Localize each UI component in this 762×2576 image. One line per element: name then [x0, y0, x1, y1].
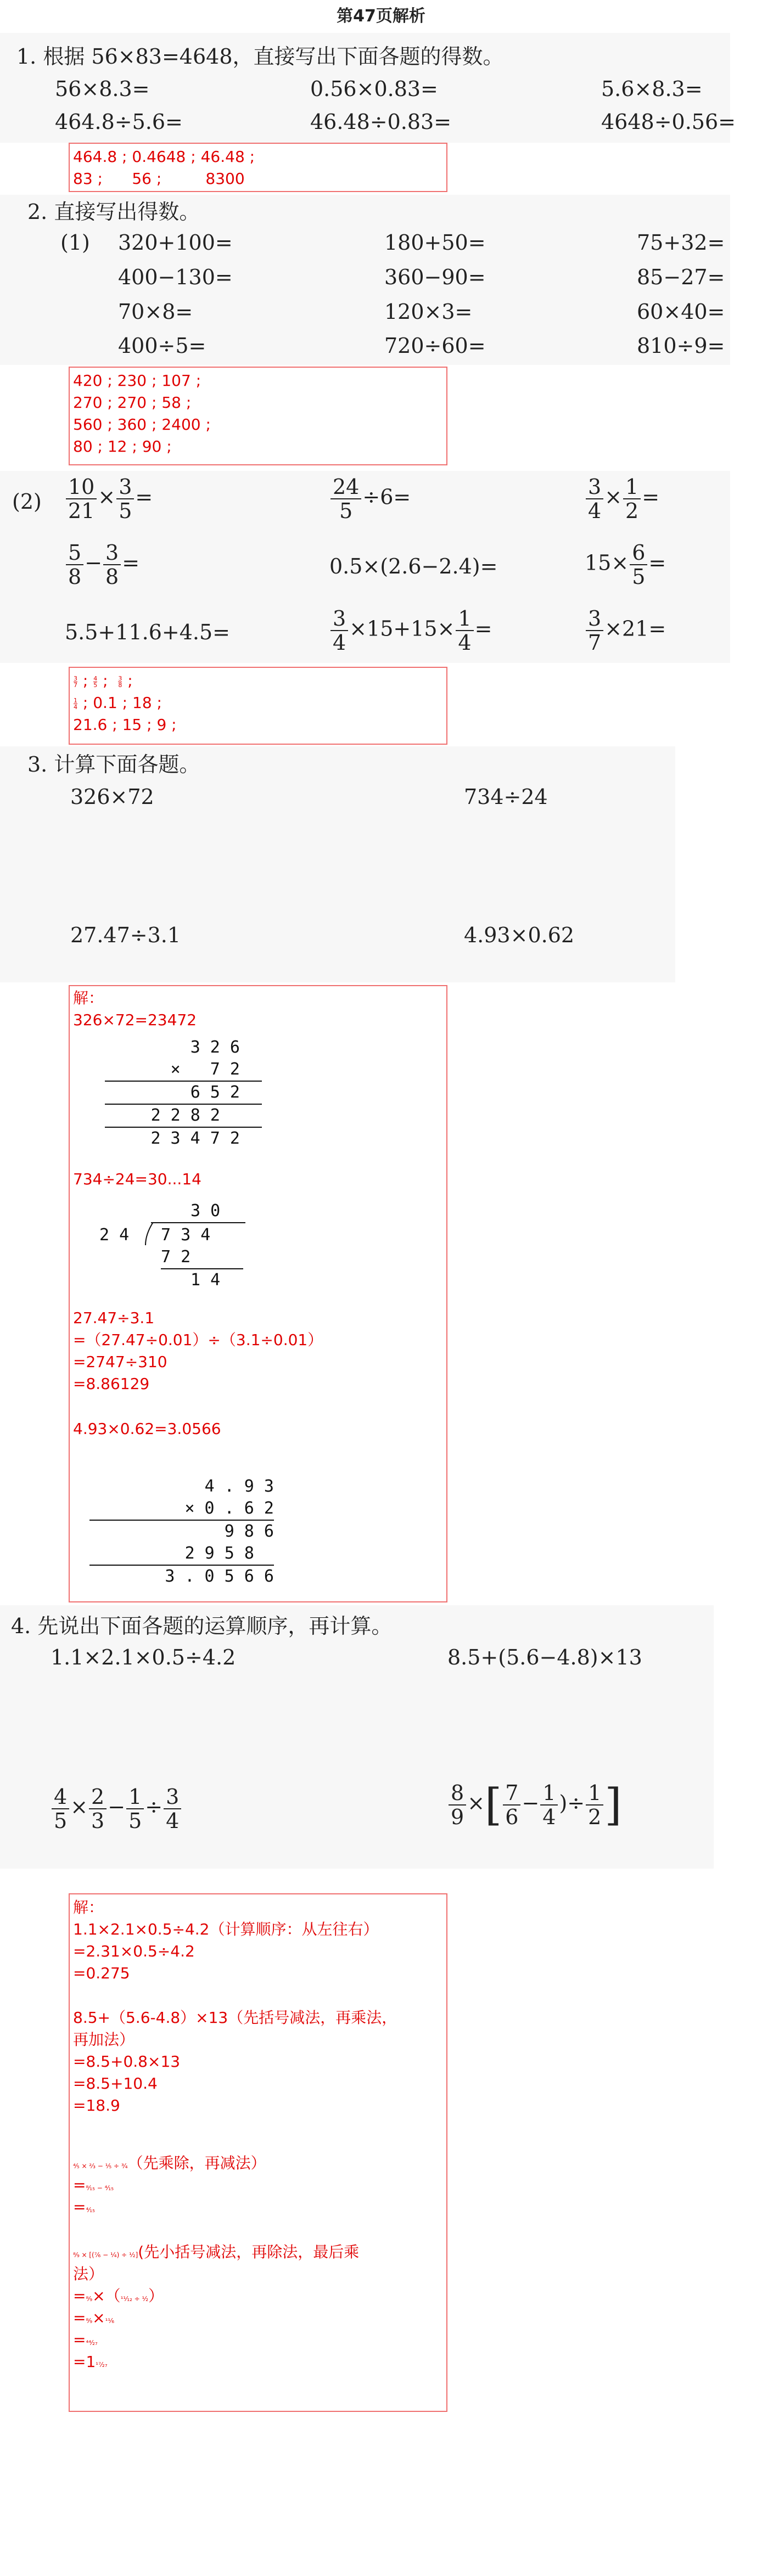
fraction: $\frac{3}{5}$ [116, 476, 134, 521]
q2-p2-r1c3: $\frac{3}{4}$ × $\frac{1}{2}$ = [585, 476, 659, 521]
fraction: $\frac{4}{5}$ [93, 674, 98, 689]
q4-line: =⁸⁄₉×（¹¹⁄₁₂ ÷ ¹⁄₂） [73, 2287, 164, 2305]
q4-expr-3: $\frac{4}{5}$ × $\frac{2}{3}$ − $\frac{1}{5}$ ÷ $\frac{3}{4}$ [51, 1786, 182, 1831]
q4-line: =⁴⁴⁄₂₇ [73, 2331, 98, 2349]
fraction: $\frac{3}{7}$ [74, 674, 77, 689]
fraction: $\frac{1}{5}$ [126, 1786, 144, 1831]
q1-answer-line: 464.8 ; 0.4648 ; 46.48 ; [73, 148, 255, 166]
q1-r2c1: 464.8÷5.6= [55, 110, 183, 134]
q2p2-answer-line: $\frac{3}{7}$ ; $\frac{4}{5}$ ; $\frac{3}{8}$ ; [74, 672, 133, 690]
q4-line: 1.1×2.1×0.5÷4.2（计算顺序：从左往右） [73, 1920, 379, 1938]
fraction: $\frac{1}{4}$ [540, 1782, 558, 1827]
q2-g-r2c1: 400−130= [118, 265, 233, 289]
q2-g-r1c1: 320+100= [118, 230, 233, 255]
q2-part1-answer-box [69, 367, 447, 465]
q3-heading: 3. 计算下面各题。 [27, 752, 200, 777]
q3-line: 326×72=23472 [73, 1011, 197, 1029]
q2-heading: 2. 直接写出得数。 [27, 200, 200, 224]
q2-p2-r3c1: 5.5+11.6+4.5= [65, 620, 230, 644]
q4-expr-4: $\frac{8}{9}$ ×[ $\frac{7}{6}$ − $\frac{1}{4}$ )÷ $\frac{1}{2}$ ] [447, 1782, 622, 1827]
q4-line: =⁸⁄₁₅ − ⁴⁄₁₅ [73, 2176, 114, 2194]
q1-answer-line: 83 ; 56 ; 8300 [73, 170, 245, 188]
right-bracket-icon: ] [604, 1779, 622, 1830]
q4-line: =2.31×0.5÷4.2 [73, 1942, 195, 1960]
q1-r2c3: 4648÷0.56= [601, 110, 736, 134]
fraction: $\frac{7}{6}$ [503, 1782, 520, 1827]
page-title: 第47页解析 [337, 7, 425, 26]
fraction: $\frac{3}{8}$ [103, 542, 121, 587]
q3-line: 27.47÷3.1 [73, 1309, 155, 1327]
q4-line: =0.275 [73, 1964, 130, 1982]
fraction: $\frac{10}{21}$ [66, 476, 97, 521]
div-734by24: 3 0 2 4 7 3 4 7 2 1 4 [92, 1200, 256, 1293]
q4-line: =8.5+10.4 [73, 2074, 158, 2093]
q1-heading: 1. 根据 56×83=4648，直接写出下面各题的得数。 [16, 44, 504, 69]
q3-item-2: 734÷24 [464, 785, 548, 809]
q2-p2-r2c3: 15× $\frac{6}{5}$ = [585, 541, 666, 589]
q1-answer-box [69, 143, 447, 192]
fraction: $\frac{24}{5}$ [330, 476, 361, 521]
q2-answer-line: 420 ; 230 ; 107 ; [73, 372, 201, 390]
fraction: $\frac{3}{4}$ [586, 476, 603, 521]
mult-4.93x0.62: 4 . 9 3 × 0 . 6 2 9 8 6 2 9 5 8 3 . 0 5 6 6 [89, 1476, 274, 1588]
q2-answer-line: 560 ; 360 ; 2400 ; [73, 415, 211, 434]
fraction: $\frac{1}{2}$ [623, 476, 641, 521]
mult-326x72: 3 2 6 × 7 2 6 5 2 2 2 8 2 2 3 4 7 2 [97, 1037, 262, 1150]
q2-p2-r1c2: $\frac{24}{5}$ ÷6= [329, 476, 411, 521]
fraction: $\frac{1}{4}$ [74, 696, 77, 711]
fraction: $\frac{3}{7}$ [586, 608, 603, 653]
q1-r1c3: 5.6×8.3= [601, 77, 703, 101]
q3-line: =2747÷310 [73, 1353, 167, 1371]
q4-line: =18.9 [73, 2096, 120, 2114]
left-bracket-icon: [ [485, 1779, 502, 1830]
q2-g-r3c3: 60×40= [637, 300, 725, 324]
q2-g-r2c3: 85−27= [637, 265, 725, 289]
division-bracket-icon [144, 1222, 155, 1245]
q3-line: =8.86129 [73, 1375, 150, 1393]
fraction: $\frac{3}{4}$ [330, 608, 348, 653]
q1-r1c2: 0.56×0.83= [310, 77, 438, 101]
q2-part1-label: (1) [60, 230, 90, 255]
q2-p2-r2c1: $\frac{5}{8}$ − $\frac{3}{8}$ = [65, 542, 139, 587]
q4-expr-2: 8.5+(5.6−4.8)×13 [447, 1645, 642, 1669]
q4-line: =⁸⁄₉×¹¹⁄₆ [73, 2309, 114, 2327]
q3-line: 4.93×0.62=3.0566 [73, 1420, 221, 1438]
q2-g-r1c2: 180+50= [384, 230, 486, 255]
q2p2-answer-line: $\frac{1}{4}$ ; 0.1 ; 18 ; [74, 694, 162, 712]
q2-g-r4c1: 400÷5= [118, 334, 206, 358]
q2-p2-r2c2: 0.5×(2.6−2.4)= [329, 554, 498, 578]
q2-p2-r3c2: $\frac{3}{4}$ ×15+15× $\frac{1}{4}$ = [329, 608, 492, 653]
q2-p2-r1c1: $\frac{10}{21}$ × $\frac{3}{5}$ = [65, 476, 153, 521]
q3-jie: 解： [73, 989, 104, 1007]
q2-g-r4c2: 720÷60= [384, 334, 486, 358]
q4-expr-1: 1.1×2.1×0.5÷4.2 [51, 1645, 236, 1669]
q2-g-r4c3: 810÷9= [637, 334, 725, 358]
q4-line: =8.5+0.8×13 [73, 2052, 181, 2071]
fraction: $\frac{3}{4}$ [164, 1786, 181, 1831]
fraction: $\frac{2}{3}$ [89, 1786, 107, 1831]
fraction: $\frac{6}{5}$ [630, 542, 647, 587]
q2-answer-line: 80 ; 12 ; 90 ; [73, 437, 172, 455]
q4-heading: 4. 先说出下面各题的运算顺序，再计算。 [11, 1614, 393, 1638]
q3-line: =（27.47÷0.01）÷（3.1÷0.01） [73, 1331, 323, 1349]
q2-g-r2c2: 360−90= [384, 265, 486, 289]
q2-part2-label: (2) [12, 490, 42, 514]
q4-line: 8.5+（5.6-4.8）×13（先括号减法，再乘法， [73, 2009, 397, 2027]
q3-item-3: 27.47÷3.1 [70, 923, 181, 947]
fraction: $\frac{3}{8}$ [118, 674, 122, 689]
fraction: $\frac{4}{5}$ [52, 1786, 69, 1831]
fraction: $\frac{8}{9}$ [449, 1782, 466, 1827]
fraction: $\frac{1}{2}$ [586, 1782, 603, 1827]
q4-line: 再加法） [73, 2031, 135, 2049]
q2-g-r1c3: 75+32= [637, 230, 725, 255]
q1-r2c2: 46.48÷0.83= [310, 110, 452, 134]
fraction: $\frac{1}{4}$ [456, 608, 473, 653]
q3-line: 734÷24=30...14 [73, 1170, 201, 1188]
q4-line: ⁸⁄₉ × [(⁷⁄₆ − ¹⁄₄) ÷ ¹⁄₂](先小括号减法，再除法，最后乘 [73, 2243, 360, 2261]
fraction: $\frac{5}{8}$ [66, 542, 83, 587]
q4-line: 法） [73, 2265, 104, 2283]
q2p2-answer-line: 21.6 ; 15 ; 9 ; [73, 716, 177, 734]
q3-answer-box [69, 985, 447, 1602]
q2-g-r3c2: 120×3= [384, 300, 473, 324]
q3-item-4: 4.93×0.62 [464, 923, 575, 947]
q3-item-1: 326×72 [70, 785, 154, 809]
q2-g-r3c1: 70×8= [118, 300, 193, 324]
q4-line: ⁴⁄₅ × ²⁄₃ − ¹⁄₅ ÷ ³⁄₄（先乘除，再减法） [73, 2154, 266, 2172]
q2-part2-answer-box [69, 667, 447, 745]
q2-p2-r3c3: $\frac{3}{7}$ ×21= [585, 608, 666, 653]
q4-answer-box [69, 1893, 447, 2412]
q4-line: =⁴⁄₁₅ [73, 2198, 95, 2216]
q1-r1c1: 56×8.3= [55, 77, 150, 101]
q2-answer-line: 270 ; 270 ; 58 ; [73, 393, 192, 412]
q4-jie: 解： [73, 1898, 104, 1916]
q4-line: =1¹⁷⁄₂₇ [73, 2353, 108, 2371]
close-paren-icon: ) [559, 1791, 568, 1815]
